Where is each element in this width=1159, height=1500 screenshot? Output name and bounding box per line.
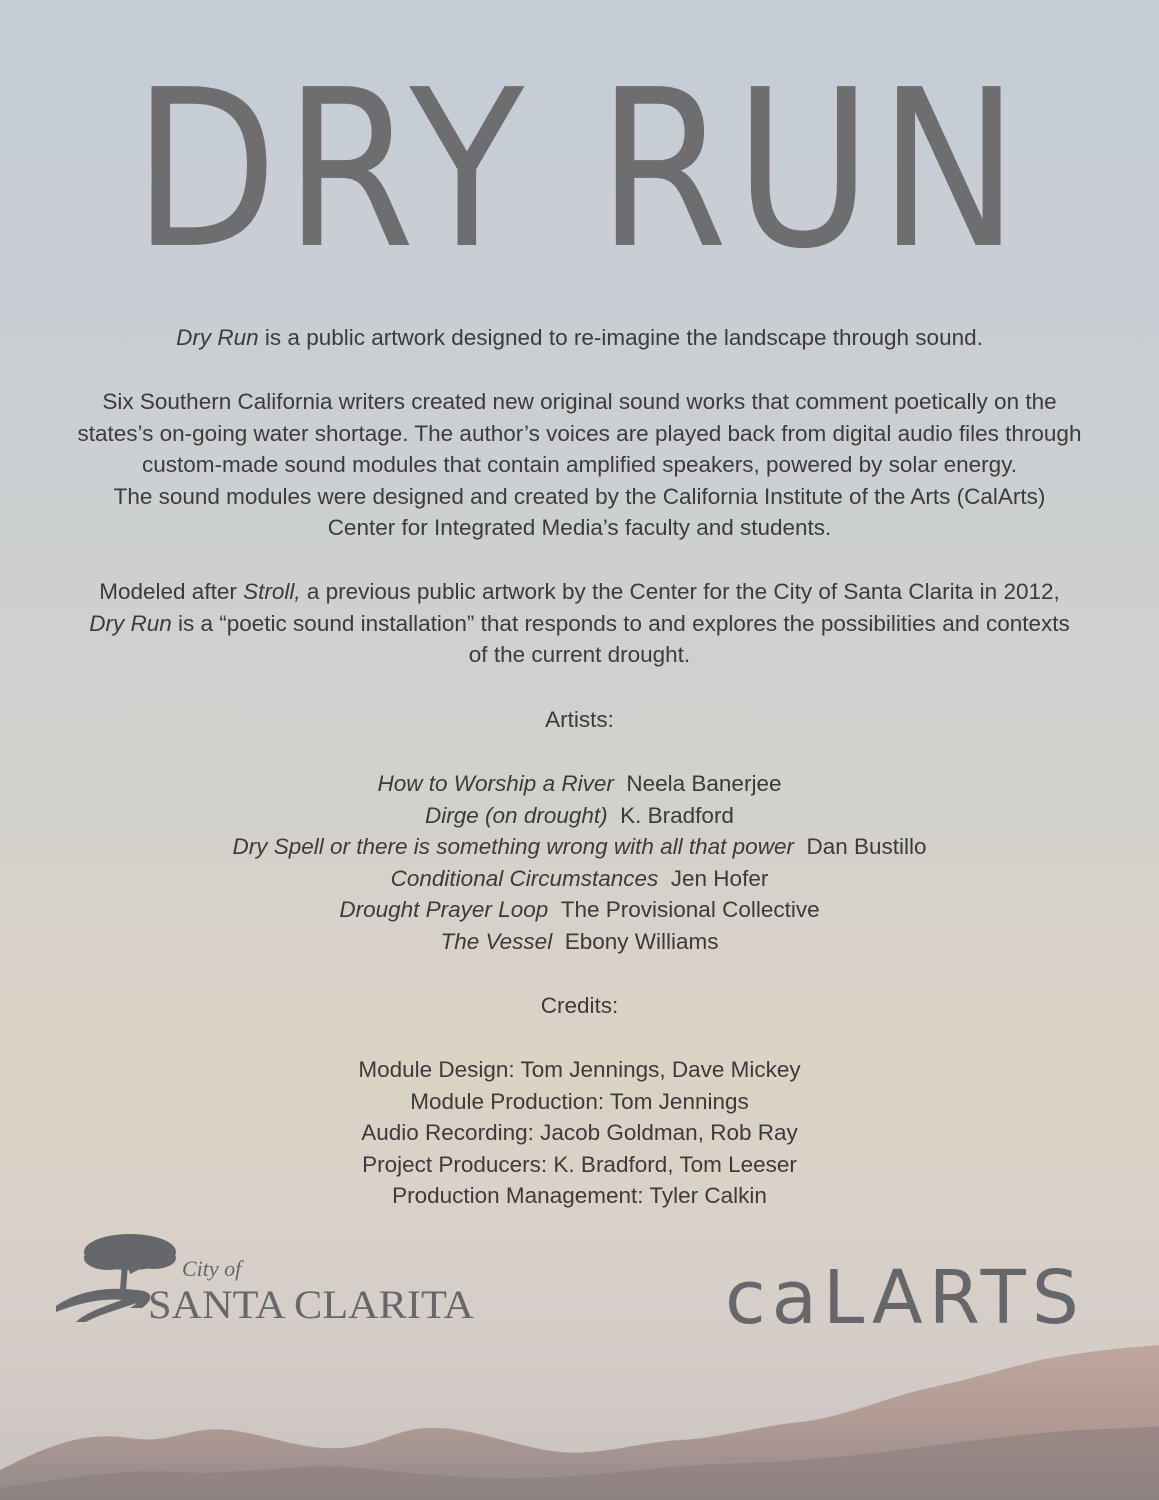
list-item: Audio Recording: Jacob Goldman, Rob Ray [361,1120,798,1145]
list-item [60,831,1099,863]
context-text: Modeled after [99,579,244,604]
artist-work-title: The Vessel [440,928,553,954]
santa-clarita-logo [56,1228,486,1328]
artist-work-title: Drought Prayer Loop [339,897,549,922]
context-text: a previous public artwork by the Center for the City of Santa Clarita in 2012, [300,579,1060,604]
artists-heading-text: Artists: [545,707,614,732]
list-item [60,863,1099,895]
context-paragraph [60,576,1099,671]
description-line: The sound modules were designed and created by the California Institute of the Arts (CalArts) [113,483,1046,509]
list-item [60,768,1099,800]
intro-paragraph [60,322,1099,354]
context-text: is a “poetic sound installation” that responds to and explores the possibilities and contexts [171,610,1070,636]
santa-clarita-text: SANTA CLARITA [148,1282,475,1327]
artist-work-title: Dirge (on drought) [425,802,608,828]
list-item: Module Production: Tom Jennings [410,1088,749,1114]
intro-title-italic: Dry Run [176,325,259,350]
list-item: Project Producers: K. Bradford, Tom Leeser [362,1151,797,1177]
list-item: Module Design: Tom Jennings, Dave Mickey [358,1057,801,1082]
stroll-italic: Stroll, [243,579,301,604]
artist-work-title: Dry Spell or there is something wrong with all that power [232,834,794,859]
artist-name: Neela Banerjee [626,771,782,796]
artists-list [60,768,1099,957]
calarts-logo: caLARTS [725,1255,1085,1341]
artist-name: Dan Bustillo [806,834,927,859]
description-line: custom-made sound modules that contain amplified speakers, powered by solar energy. [141,452,1018,477]
list-item [60,926,1099,958]
list-item [60,894,1099,926]
artists-heading [60,704,1099,736]
artist-name: Jen Hofer [670,865,769,891]
artist-work-title: Conditional Circumstances [390,865,659,891]
description-paragraph [60,386,1099,544]
list-item [60,800,1099,832]
description-line: states’s on-going water shortage. The author’s voices are played back from digital audio files through [77,420,1082,446]
intro-text: is a public artwork designed to re-imagine the landscape through sound. [258,325,983,350]
city-of-text: City of [182,1256,242,1281]
mountain-silhouette [0,1330,1159,1500]
credits-heading [60,990,1099,1022]
artist-name: Ebony Williams [564,928,719,954]
artist-name: K. Bradford [620,802,734,828]
description-line: Six Southern California writers created new original sound works that comment poetically on the [102,389,1057,414]
dry-run-italic: Dry Run [89,610,172,636]
description-line: Center for Integrated Media’s faculty and students. [327,515,832,540]
artist-work-title: How to Worship a River [377,771,614,796]
list-item: Production Management: Tyler Calkin [392,1183,767,1208]
credits-heading-text: Credits: [540,993,619,1018]
artist-name: The Provisional Collective [560,897,820,922]
poster-title: DRY RUN [133,44,1026,297]
credits-list [60,1054,1099,1212]
context-text: of the current drought. [468,642,691,667]
